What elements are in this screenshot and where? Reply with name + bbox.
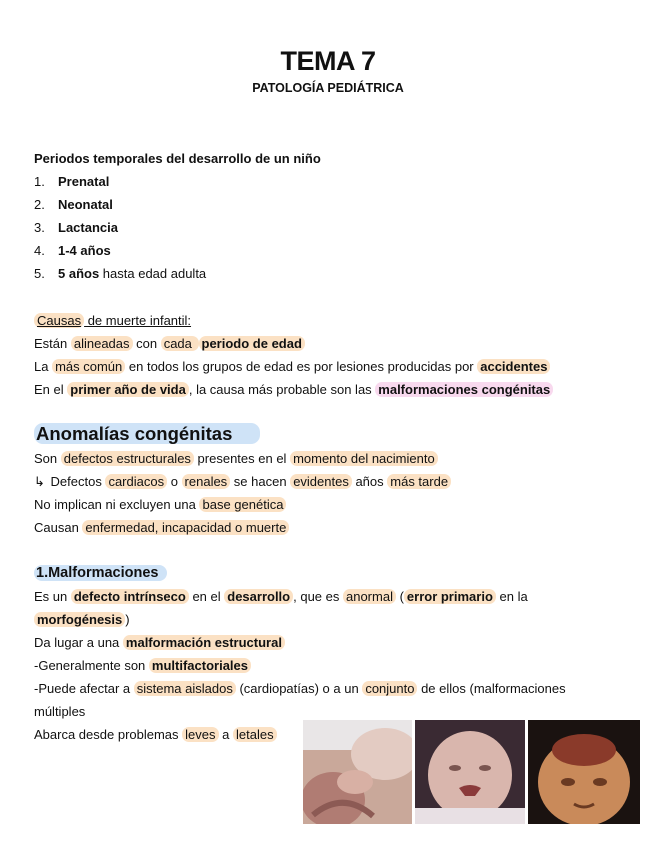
malformaciones-heading: 1.Malformaciones	[34, 565, 167, 581]
list-item: 4. 1-4 años	[34, 243, 111, 258]
malformaciones-line-4: -Generalmente son multifactoriales	[34, 658, 251, 673]
causas-line-1: Están alineadas con cada periodo de edad	[34, 336, 305, 351]
arrow-icon: ↳	[34, 474, 45, 489]
page-title: TEMA 7	[280, 46, 376, 76]
list-item: 5. 5 años hasta edad adulta	[34, 266, 207, 281]
list-item: 3. Lactancia	[34, 220, 118, 235]
malformaciones-line-6: múltiples	[34, 704, 86, 719]
causas-heading: Causas de muerte infantil:	[34, 313, 191, 328]
malformaciones-line-7: Abarca desde problemas leves a letales	[34, 727, 277, 742]
malformaciones-line-5: -Puede afectar a sistema aislados (cardiopatías) o a un conjunto de ellos (malformaciones	[34, 681, 566, 696]
anomalias-line-2: ↳ Defectos cardiacos o renales se hacen evidentes años más tarde	[34, 474, 451, 490]
list-item: 1. Prenatal	[34, 174, 110, 189]
hand-malformation-photo	[303, 720, 412, 824]
malformaciones-line-1: Es un defecto intrínseco en el desarrollo , que es anormal ( error primario en la	[34, 589, 528, 604]
malformaciones-line-2: morfogénesis )	[34, 612, 130, 627]
anomalias-line-3: No implican ni excluyen una base genética	[34, 497, 286, 512]
malformaciones-line-3: Da lugar a una malformación estructural	[34, 635, 285, 650]
periods-heading: Periodos temporales del desarrollo de un niño	[34, 151, 321, 166]
anomalias-line-4: Causan enfermedad, incapacidad o muerte	[34, 520, 289, 535]
anencephaly-photo	[528, 720, 640, 824]
anomalias-line-1: Son defectos estructurales presentes en el momento del nacimiento	[34, 451, 438, 466]
causas-line-3: En el primer año de vida , la causa más probable son las malformaciones congénitas	[34, 382, 553, 397]
causas-line-2: La más común en todos los grupos de edad es por lesiones producidas por accidentes	[34, 359, 550, 374]
page-subtitle: PATOLOGÍA PEDIÁTRICA	[252, 81, 404, 95]
anomalias-heading: Anomalías congénitas	[34, 423, 260, 445]
cleft-lip-photo	[415, 720, 525, 824]
list-item: 2. Neonatal	[34, 197, 113, 212]
